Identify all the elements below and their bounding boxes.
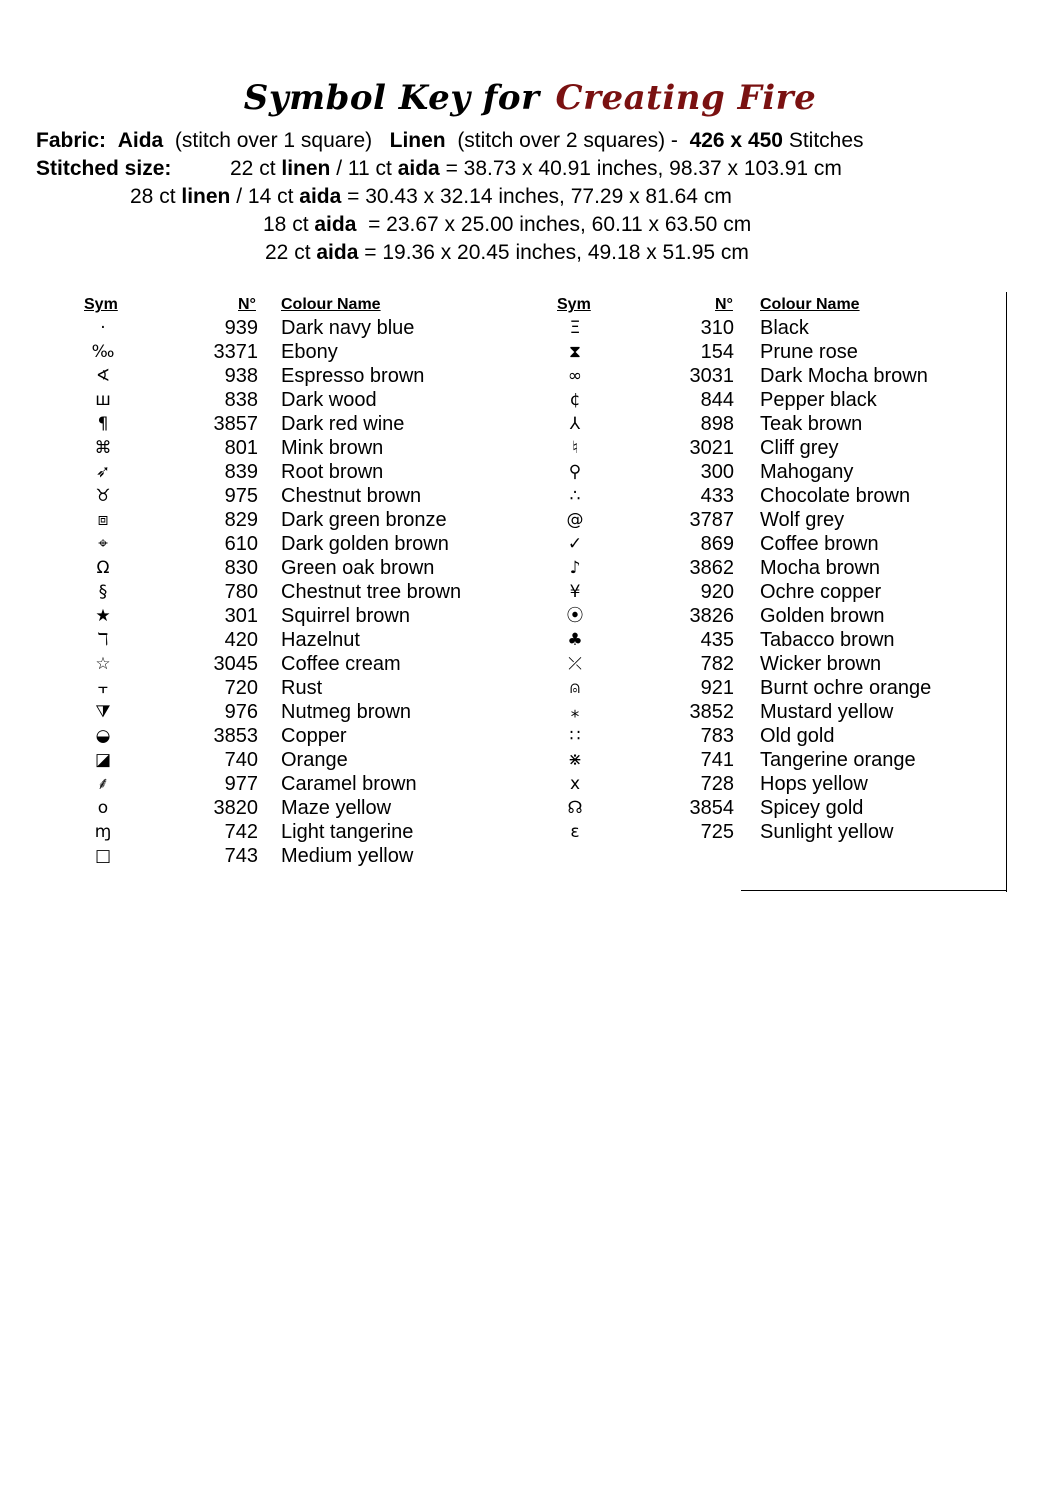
colour-name: Coffee cream [281,653,401,675]
size-row [265,240,749,266]
floss-number: 977 [224,773,258,795]
floss-number: 829 [224,509,258,531]
colour-name: Pepper black [760,389,877,411]
stitch-symbol: ⸙ [96,774,110,794]
floss-number: 3862 [689,557,734,579]
size-text: 18 ct [263,213,315,236]
floss-number: 869 [700,533,734,555]
floss-number: 301 [224,605,258,627]
stitch-symbol: ∷ [569,726,581,746]
stitch-symbol: ♉ [95,486,111,506]
stitch-symbol: Ω [96,558,110,578]
floss-number: 720 [224,677,258,699]
colour-name: Golden brown [760,605,885,627]
colour-name: Light tangerine [281,821,414,843]
title-name: Creating Fire [555,78,817,118]
stitch-symbol: ♪ [569,558,581,578]
size-text: / 14 ct [230,185,300,208]
floss-number: 801 [224,437,258,459]
stitch-symbol: ☊ [567,798,583,818]
stitch-symbol: ⌘ [94,438,112,458]
floss-number: 921 [700,677,734,699]
size-bold: linen [281,157,331,180]
floss-number: 743 [224,845,258,867]
floss-number: 3787 [689,509,734,531]
page-title [0,78,1060,118]
size-bold: aida [299,185,342,208]
colour-name: Espresso brown [281,365,425,387]
size-bold: aida [314,213,357,236]
floss-number: 728 [700,773,734,795]
stitch-symbol: o [97,798,109,818]
stitch-symbol: ⤫ [568,654,582,674]
colour-name: Dark red wine [281,413,405,435]
stitch-symbol: ⍝ [569,678,581,698]
stitch-symbol: ⌖ [98,534,108,554]
colour-name: Teak brown [760,413,863,435]
colour-name: Root brown [281,461,384,483]
stitch-symbol: ⫟ [97,678,109,698]
floss-number: 780 [224,581,258,603]
fabric-aida: Aida [117,129,164,152]
floss-number: 742 [224,821,258,843]
floss-number: 920 [700,581,734,603]
floss-number: 938 [224,365,258,387]
colour-name: Black [760,317,809,339]
colour-name: Nutmeg brown [281,701,412,723]
colour-name: Ochre copper [760,581,882,603]
stitch-symbol: ℸ [97,630,109,650]
colour-name: Green oak brown [281,557,435,579]
colour-name: Cliff grey [760,437,839,459]
stitches-word: Stitches [788,129,864,152]
header-sym-right: Sym [557,296,591,313]
floss-number: 898 [700,413,734,435]
title-prefix: Symbol Key for [243,78,540,118]
floss-number: 3371 [213,341,258,363]
table-border-right [1006,292,1007,892]
colour-name: Coffee brown [760,533,879,555]
floss-number: 725 [700,821,734,843]
stitch-symbol: ⧈ [97,510,109,530]
colour-name: Sunlight yellow [760,821,894,843]
colour-name: Spicey gold [760,797,864,819]
stitch-symbol: ◒ [95,726,111,746]
size-text: = 19.36 x 20.45 inches, 49.18 x 51.95 cm [358,241,749,264]
colour-name: Dark Mocha brown [760,365,928,387]
header-name-right: Colour Name [760,296,860,313]
colour-name: Chocolate brown [760,485,911,507]
size-text: = 30.43 x 32.14 inches, 77.29 x 81.64 cm [341,185,732,208]
colour-name: Rust [281,677,323,699]
stitch-symbol: ɱ [94,822,112,842]
stitch-symbol: ✓ [567,534,583,554]
stitch-symbol: ♣ [567,630,583,650]
floss-number: 838 [224,389,258,411]
colour-name: Mustard yellow [760,701,894,723]
stitch-symbol: ‰ [91,342,115,362]
colour-name: Wicker brown [760,653,882,675]
stitch-symbol: Ξ [569,318,581,338]
colour-name: Chestnut brown [281,485,422,507]
colour-name: Maze yellow [281,797,392,819]
floss-number: 3021 [689,437,734,459]
fabric-linen-note: (stitch over 2 squares) - [457,129,678,152]
table-border-bottom [741,890,1007,891]
stitch-symbol: ∞ [567,366,583,386]
stitch-symbol: ⦿ [566,606,584,626]
colour-name: Mahogany [760,461,854,483]
floss-number: 844 [700,389,734,411]
size-text: 22 ct [230,157,282,180]
header-num-left: N° [238,296,256,313]
fabric-label: Fabric: [36,129,107,152]
floss-number: 975 [224,485,258,507]
size-text: = 23.67 x 25.00 inches, 60.11 x 63.50 cm [356,213,752,236]
floss-number: 420 [224,629,258,651]
floss-number: 310 [700,317,734,339]
stitch-symbol: ⧩ [95,702,111,722]
colour-name: Mocha brown [760,557,881,579]
size-text: 28 ct [130,185,182,208]
floss-number: 3857 [213,413,258,435]
colour-name: Hops yellow [760,773,868,795]
floss-number: 782 [700,653,734,675]
header-sym-left: Sym [84,296,118,313]
stitch-symbol: ⋇ [567,750,583,770]
stitch-symbol: ш [95,390,111,410]
floss-number: 976 [224,701,258,723]
stitch-symbol: ◪ [94,750,112,770]
colour-name: Dark wood [281,389,377,411]
floss-number: 154 [700,341,734,363]
colour-name: Caramel brown [281,773,417,795]
floss-number: 3854 [689,797,734,819]
colour-name: Copper [281,725,347,747]
floss-number: 740 [224,749,258,771]
floss-number: 3031 [689,365,734,387]
header-num-right: N° [715,296,733,313]
floss-number: 3852 [689,701,734,723]
colour-name: Dark golden brown [281,533,449,555]
floss-number: 741 [700,749,734,771]
colour-name: Wolf grey [760,509,845,531]
colour-name: Mink brown [281,437,384,459]
floss-number: 3853 [213,725,258,747]
stitch-symbol: ★ [95,606,111,626]
floss-number: 830 [224,557,258,579]
size-bold: linen [181,185,231,208]
stitch-symbol: ☆ [95,654,111,674]
stitch-symbol: ¶ [97,414,109,434]
floss-number: 939 [224,317,258,339]
stitch-symbol: ∴ [569,486,581,506]
colour-name: Chestnut tree brown [281,581,462,603]
colour-name: Orange [281,749,348,771]
stitch-symbol: ⚲ [568,462,582,482]
floss-number: 3826 [689,605,734,627]
stitch-symbol: x [569,774,581,794]
size-row [263,212,751,238]
floss-number: 839 [224,461,258,483]
fabric-line [36,128,864,154]
stitch-symbol: ➶ [95,462,111,482]
fabric-aida-note: (stitch over 1 square) [174,129,373,152]
colour-name: Dark navy blue [281,317,415,339]
floss-number: 435 [700,629,734,651]
size-row [230,156,842,182]
stitch-symbol: ♮ [571,438,579,458]
stitch-symbol: · [100,318,106,338]
stitch-symbol: § [98,582,108,602]
size-bold: aida [316,241,359,264]
floss-number: 433 [700,485,734,507]
fabric-linen: Linen [389,129,446,152]
colour-name: Prune rose [760,341,858,363]
stitches-count: 426 x 450 [689,129,783,152]
floss-number: 3045 [213,653,258,675]
floss-number: 610 [224,533,258,555]
colour-name: Old gold [760,725,835,747]
stitch-symbol: @ [566,510,584,530]
stitch-symbol: ∢ [95,366,111,386]
stitch-symbol: ⅄ [569,414,581,434]
stitch-symbol: ¥ [569,582,581,602]
floss-number: 300 [700,461,734,483]
size-text: = 38.73 x 40.91 inches, 98.37 x 103.91 cm [439,157,842,180]
size-bold: aida [397,157,440,180]
stitch-symbol: ɛ [570,822,580,842]
stitch-symbol: ⧗ [569,342,581,362]
colour-name: Hazelnut [281,629,360,651]
stitched-size-label: Stitched size: [36,157,172,180]
floss-number: 783 [700,725,734,747]
stitch-symbol: ¢ [569,390,581,410]
colour-name: Dark green bronze [281,509,447,531]
colour-name: Burnt ochre orange [760,677,932,699]
colour-name: Tabacco brown [760,629,895,651]
header-name-left: Colour Name [281,296,381,313]
stitch-symbol: □ [94,846,112,866]
colour-name: Medium yellow [281,845,414,867]
size-text: / 11 ct [330,157,398,180]
colour-name: Ebony [281,341,338,363]
colour-name: Tangerine orange [760,749,916,771]
size-row [130,184,732,210]
stitch-symbol: ⁎ [570,702,580,722]
size-text: 22 ct [265,241,317,264]
floss-number: 3820 [213,797,258,819]
colour-name: Squirrel brown [281,605,410,627]
